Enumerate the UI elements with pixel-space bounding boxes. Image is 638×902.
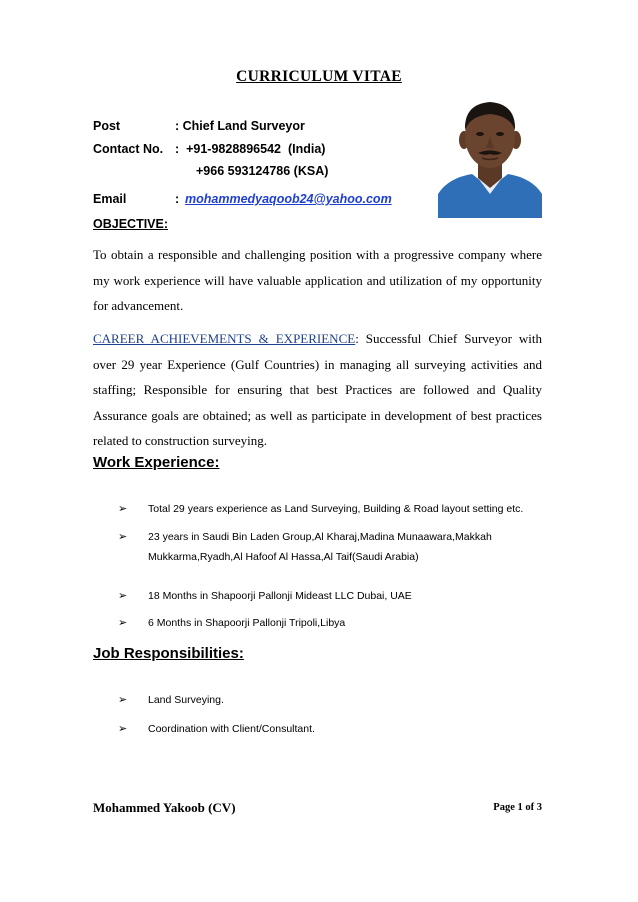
arrow-bullet-icon: ➢: [118, 723, 128, 735]
list-item: [118, 614, 548, 633]
arrow-bullet-icon: ➢: [118, 590, 128, 602]
email-link[interactable]: mohammedyaqoob24@yahoo.com: [185, 192, 392, 206]
career-paragraph: [93, 326, 542, 454]
career-heading: CAREER ACHIEVEMENTS & EXPERIENCE: [93, 331, 356, 346]
objective-text: To obtain a responsible and challenging position with a progressive company where my work experience will have valuable application and utilization of my opportunity for advancement.: [93, 247, 542, 313]
profile-photo: [438, 90, 542, 218]
post-value: : Chief Land Surveyor: [175, 119, 305, 133]
list-item: [118, 691, 548, 710]
objective-heading-text: OBJECTIVE: [93, 217, 164, 231]
page-number: Page 1 of 3: [493, 802, 542, 813]
objective-heading: [93, 217, 168, 231]
work-experience-heading: Work Experience:: [93, 454, 220, 471]
list-item: [118, 527, 548, 567]
post-label: Post: [93, 119, 121, 133]
person-photo-icon: [438, 90, 542, 218]
work-experience-list: [118, 500, 548, 633]
work-item-text: Total 29 years experience as Land Surveying, Building & Road layout setting etc.: [148, 503, 524, 515]
footer-name: Mohammed Yakoob (CV): [93, 800, 236, 815]
job-item-text: Coordination with Client/Consultant.: [148, 723, 315, 735]
arrow-bullet-icon: ➢: [118, 503, 128, 515]
list-item: [118, 587, 548, 606]
work-item-text: 23 years in Saudi Bin Laden Group,Al Kharaj,Madina Munaawara,Makkah Mukkarma,Ryadh,Al Hafoof Al Hassa,Al Taif(Saudi Arabia): [148, 531, 492, 563]
work-item-text: 18 Months in Shapoorji Pallonji Mideast LLC Dubai, UAE: [148, 590, 412, 602]
list-item: [118, 720, 548, 739]
job-responsibilities-list: [118, 691, 548, 739]
arrow-bullet-icon: ➢: [118, 617, 128, 629]
contact-label: Contact No.: [93, 142, 164, 156]
document-title: CURRICULUM VITAE: [236, 68, 402, 85]
work-item-text: 6 Months in Shapoorji Pallonji Tripoli,Libya: [148, 617, 346, 629]
list-item: [118, 500, 548, 519]
contact-value-ksa: +966 593124786 (KSA): [196, 164, 329, 178]
email-label: Email: [93, 192, 127, 206]
contact-value-india: : +91-9828896542 (India): [175, 142, 326, 156]
email-colon: :: [175, 192, 180, 206]
job-responsibilities-heading: Job Responsibilities:: [93, 645, 244, 662]
career-text: : Successful Chief Surveyor with over 29 year Experience (Gulf Countries) in managing all surveying activities and staffing; Responsible for ensuring that best Practices are followed and Quality Assurance goals are obtained; as well as participate in development of best practices related to construction surveying.: [93, 331, 542, 448]
arrow-bullet-icon: ➢: [118, 531, 128, 543]
arrow-bullet-icon: ➢: [118, 694, 128, 706]
job-item-text: Land Surveying.: [148, 694, 224, 706]
objective-heading-colon: :: [163, 217, 169, 231]
